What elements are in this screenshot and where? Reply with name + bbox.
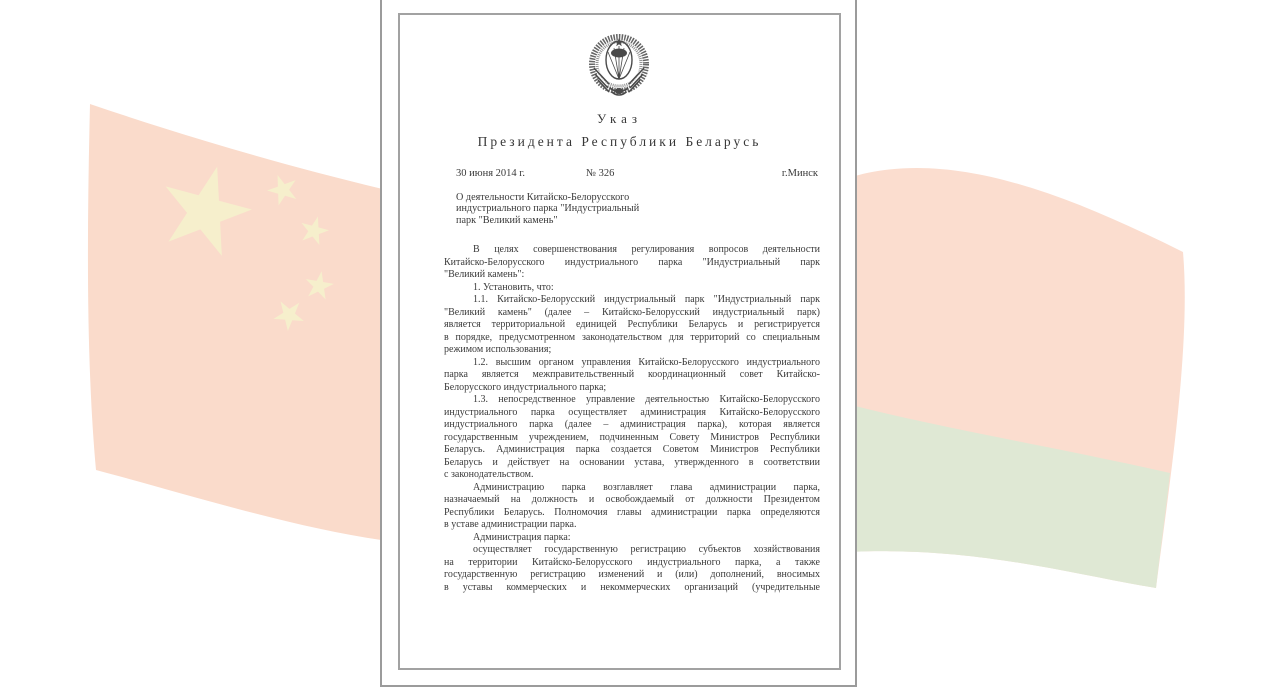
doc-body-line: Беларусь. Администрация парка создается Советом Министров Республики (444, 444, 820, 455)
document-outer-frame (380, 0, 857, 687)
doc-subject-line: О деятельности Китайско-Белорусского (456, 192, 630, 203)
doc-body-line: в уставе администрации парка. (444, 519, 577, 530)
belarus-flag (848, 168, 1185, 588)
doc-subject (456, 192, 706, 226)
doc-body-line: с законодательством. (444, 469, 534, 480)
doc-meta-row (400, 168, 839, 182)
decree-page (398, 13, 841, 670)
doc-body-line: Китайско-Белорусского индустриального парка "Индустриальный парк (444, 256, 820, 268)
doc-body-line: парка является межправительственный координационный совет Китайско- (444, 369, 820, 380)
doc-body-line: Администрация парка: (473, 531, 571, 543)
doc-city: г.Минск (781, 168, 818, 179)
doc-body-line: является территориальной единицей Республики Беларусь и регистрируется (444, 319, 820, 330)
doc-body-line: государственным учреждением, подчиненным Совету Министров Республики (444, 431, 820, 443)
doc-body-line: осуществляет государственную регистрацию субъектов хозяйствования (473, 544, 820, 555)
doc-body-line: в порядке, предусмотренном законодательством для территорий со специальным (444, 331, 820, 343)
doc-body-line: государственную регистрацию изменений и (или) дополнений, вносимых (444, 569, 820, 580)
doc-subject-line: индустриального парка "Индустриальный (456, 203, 640, 215)
doc-body-line: Белорусского индустриального парка; (444, 381, 607, 393)
doc-body-line: 1.2. высшим органом управления Китайско-Белорусского индустриального (473, 356, 820, 368)
china-flag-field (88, 104, 430, 545)
doc-body-line: Беларусь и действует на основании устава, утвержденного в соответствии (444, 456, 820, 468)
doc-body-line: назначаемый на должность и освобождаемый от должности Президентом (444, 494, 820, 505)
doc-body-line: режимом использования; (444, 344, 552, 355)
doc-body-line: В целях совершенствования регулирования вопросов деятельности (473, 244, 820, 255)
doc-subject-line: парк "Великий камень" (456, 214, 558, 226)
doc-body (444, 244, 820, 594)
belarus-coat-of-arms-icon (588, 30, 650, 106)
doc-type-title: Указ (596, 111, 643, 126)
doc-body-line: на территории Китайско-Белорусского индустриального парка, а также (444, 556, 820, 568)
china-flag (88, 104, 430, 545)
doc-issuer-title: Президента Республики Беларусь (477, 134, 762, 149)
doc-body-line: "Великий камень" (далее – Китайско-Белорусский индустриальный парк) (444, 306, 820, 318)
doc-body-line: индустриального парка осуществляет администрация Китайско-Белорусского (444, 406, 820, 418)
doc-body-line: 1.3. непосредственное управление деятельностью Китайско-Белорусского (473, 394, 820, 405)
doc-body-line: в уставы коммерческих и некоммерческих организаций (учредительные (444, 581, 820, 593)
doc-date: 30 июня 2014 г. (456, 168, 526, 179)
doc-body-line: 1. Установить, что: (473, 281, 554, 293)
doc-body-line: индустриального парка (далее – администрация парка), которая является (444, 419, 820, 430)
doc-number: № 326 (586, 168, 615, 179)
doc-body-line: "Великий камень": (444, 269, 525, 280)
doc-body-line: Республики Беларусь. Полномочия главы администрации парка определяются (444, 506, 820, 518)
doc-body-line: 1.1. Китайско-Белорусский индустриальный парк "Индустриальный парк (473, 294, 820, 305)
doc-body-line: Администрацию парка возглавляет глава администрации парка, (473, 481, 820, 493)
